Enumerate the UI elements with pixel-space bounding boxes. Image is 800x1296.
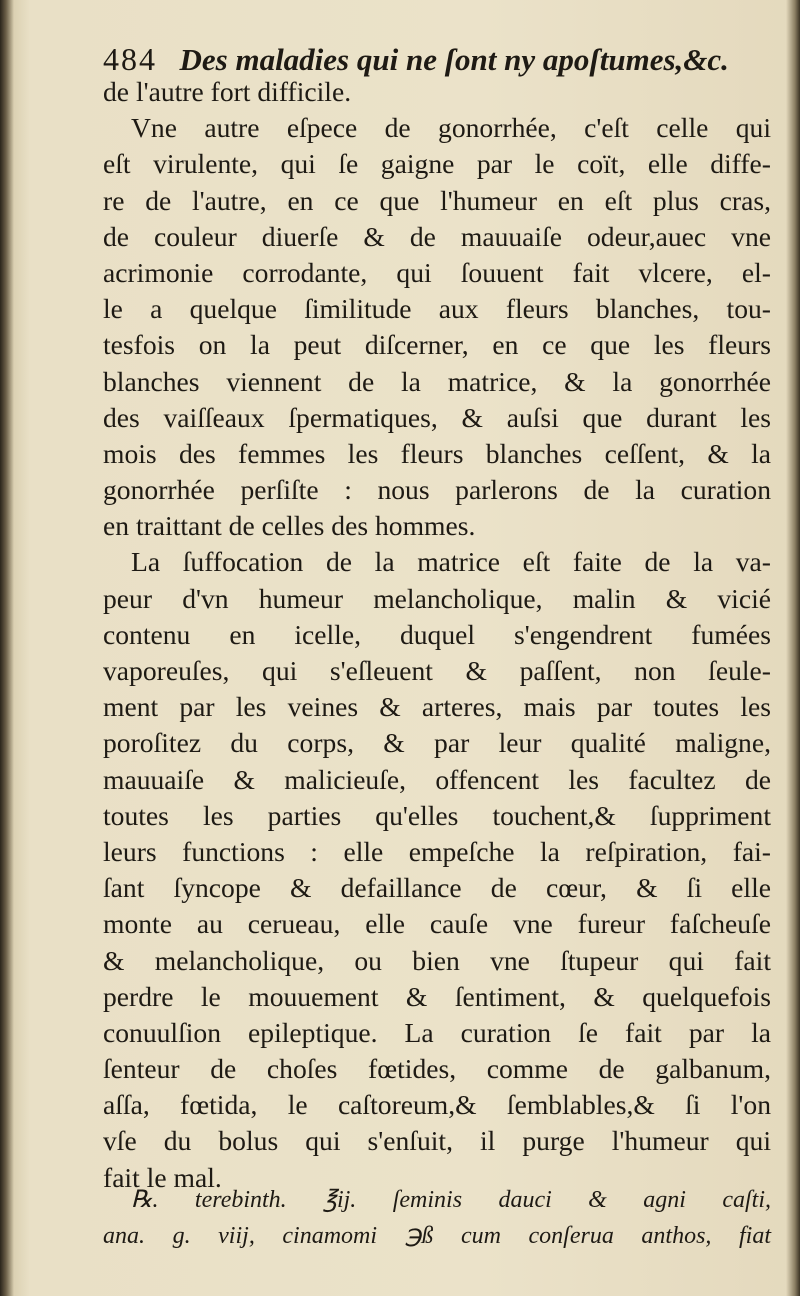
text-line: Vne autre eſpece de gonorrhée, c'eſt celle qui xyxy=(131,112,771,144)
text-line: ment par les veines & arteres, mais par toutes les xyxy=(103,691,771,723)
text-line: acrimonie corrodante, qui ſouuent fait vlcere, el- xyxy=(103,256,771,288)
text-line: le a quelque ſimilitude aux fleurs blanches, tou- xyxy=(103,293,771,325)
text-line: monte au cerueau, elle cauſe vne fureur faſcheuſe xyxy=(103,908,771,940)
text-line: aſſa, fœtida, le caſtoreum,& ſemblables,& ſi l'on xyxy=(103,1089,771,1121)
text-line: de couleur diuerſe & de mauuaiſe odeur,auec vne xyxy=(103,220,771,252)
text-line: perdre le mouuement & ſentiment, & quelquefois xyxy=(103,980,771,1012)
text-line: eſt virulente, qui ſe gaigne par le coït, elle diffe- xyxy=(103,148,771,180)
text-line: de l'autre fort difficile. xyxy=(103,76,352,107)
recipe-block xyxy=(103,1182,771,1254)
text-line: en traittant de celles des hommes. xyxy=(103,510,476,542)
body-text xyxy=(103,74,771,1196)
text-line: conuulſion epileptique. La curation ſe fait par la xyxy=(103,1016,771,1048)
text-line: vaporeuſes, qui s'eſleuent & paſſent, non ſeule- xyxy=(103,655,771,686)
text-line: re de l'autre, en ce que l'humeur en eſt plus cras, xyxy=(103,184,771,216)
text-line: gonorrhée perſiſte : nous parlerons de la curation xyxy=(103,474,771,506)
text-line: fait le mal. xyxy=(103,1161,222,1193)
text-line: blanches viennent de la matrice, & la gonorrhée xyxy=(103,365,771,397)
paragraph xyxy=(103,74,771,110)
text-line: mauuaiſe & malicieuſe, offencent les facultez de xyxy=(103,763,771,795)
text-line: tesfois on la peut diſcerner, en ce que les fleurs xyxy=(103,329,771,361)
binding-gutter xyxy=(0,0,14,1296)
text-line: La ſuffocation de la matrice eſt faite de la va- xyxy=(131,546,771,578)
paragraph xyxy=(103,544,771,1195)
text-line: peur d'vn humeur melancholique, malin & vicié xyxy=(103,582,771,614)
text-line: des vaiſſeaux ſpermatiques, & auſsi que durant les xyxy=(103,401,771,433)
text-line: toutes les parties qu'elles touchent,& ſuppriment xyxy=(103,799,771,831)
page-number: 484 xyxy=(103,41,157,77)
recipe-line: ℞. terebinth. ℥ij. ſeminis dauci & agni caſti, xyxy=(131,1187,771,1213)
running-title: Des maladies qui ne ſont ny apoſtumes,&c. xyxy=(179,42,729,77)
text-line: & melancholique, ou bien vne ſtupeur qui fait xyxy=(103,944,771,976)
text-line: poroſitez du corps, & par leur qualité maligne, xyxy=(103,727,771,759)
recipe-line: ana. g. viij, cinamomi ℈ß cum conſerua anthos, fiat xyxy=(103,1223,771,1249)
text-line: vſe du bolus qui s'enſuit, il purge l'humeur qui xyxy=(103,1125,771,1157)
text-line: ſenteur de choſes fœtides, comme de galbanum, xyxy=(103,1053,771,1085)
text-line: mois des femmes les fleurs blanches ceſſent, & la xyxy=(103,437,771,469)
text-line: ſant ſyncope & defaillance de cœur, & ſi elle xyxy=(103,872,771,904)
paragraph xyxy=(103,110,771,544)
text-line: leurs functions : elle empeſche la reſpiration, fai- xyxy=(103,835,771,867)
page-edge xyxy=(786,0,800,1296)
text-line: contenu en icelle, duquel s'engendrent fumées xyxy=(103,618,771,650)
